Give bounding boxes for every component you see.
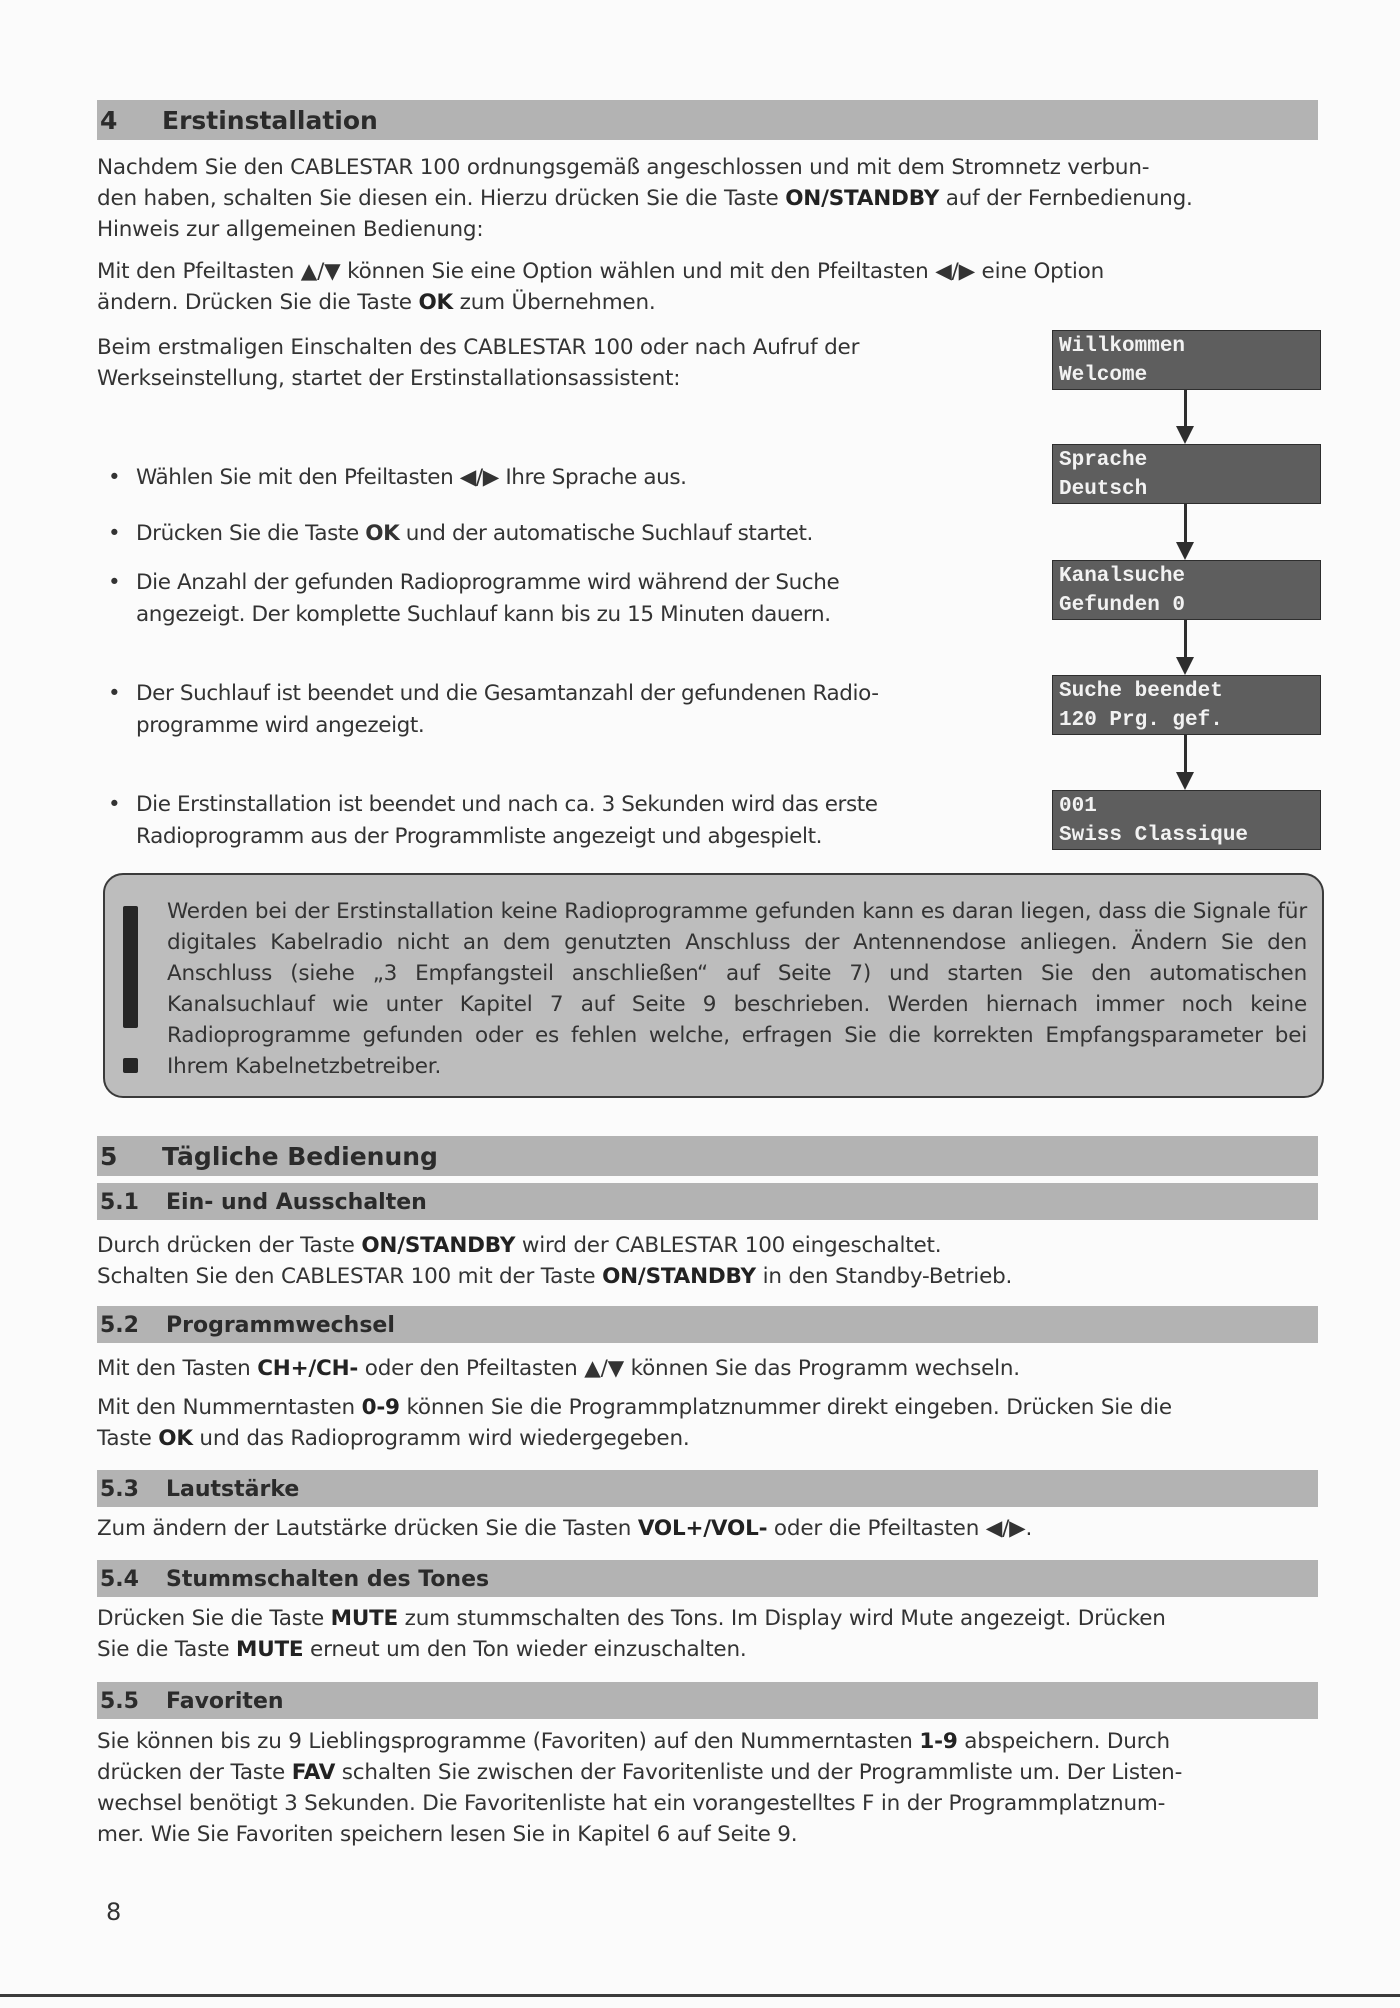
section-number: 4 xyxy=(100,106,118,135)
section-heading-5 xyxy=(97,1136,1318,1176)
section-number: 5.2 xyxy=(100,1313,139,1338)
section-number: 5 xyxy=(100,1142,118,1171)
section-heading-4 xyxy=(97,100,1318,140)
lcd-screen-search-finished: Suche beendet 120 Prg. gef. xyxy=(1052,675,1321,735)
warning-text: Werden bei der Erstinstallation keine Radioprogramme gefunden kann es daran liegen, dass die Signale für digitales Kabelradio nicht an dem genutzten Anschluss der Antennendose anliegen. Ändern Sie den Anschluss (siehe „3 Empfangsteil anschließen“ auf Seite 7) und starten Sie den automatischen Kanalsuchlauf wie unter Kapitel 7 auf Seite 9 beschrieben. Werden hiernach immer noch keine Radioprogramme gefunden oder es fehlen welche, erfragen Sie die korrekten Empfangsparameter bei Ihrem Kabelnetzbetreiber. xyxy=(167,899,1307,1079)
s52-line-2: Mit den Nummerntasten 0-9 können Sie die Programmplatznummer direkt eingeben. Drücken Sie die xyxy=(97,1395,1172,1420)
wizard-intro-line-1: Beim erstmaligen Einschalten des CABLESTAR 100 oder nach Aufruf der xyxy=(97,335,860,360)
section-title: Stummschalten des Tones xyxy=(166,1567,490,1592)
nav-line-2: ändern. Drücken Sie die Taste OK zum Übernehmen. xyxy=(97,290,656,315)
section-number: 5.5 xyxy=(100,1689,139,1714)
key-on-standby: ON/STANDBY xyxy=(602,1264,756,1289)
exclamation-dot-icon xyxy=(123,1058,138,1073)
s55-line-1: Sie können bis zu 9 Lieblingsprogramme (Favoriten) auf den Nummerntasten 1-9 abspeichern. Durch xyxy=(97,1729,1170,1754)
lcd-screen-welcome: Willkommen Welcome xyxy=(1052,330,1321,390)
s55-line-4: mer. Wie Sie Favoriten speichern lesen Sie in Kapitel 6 auf Seite 9. xyxy=(97,1822,798,1847)
key-on-standby: ON/STANDBY xyxy=(361,1233,516,1258)
bullet-icon: • xyxy=(108,570,121,595)
key-mute: MUTE xyxy=(330,1606,399,1631)
left-right-arrows-icon: ◀/▶ xyxy=(985,1516,1026,1541)
key-fav: FAV xyxy=(291,1760,336,1785)
key-on-standby: ON/STANDBY xyxy=(785,186,940,211)
s55-line-2: drücken der Taste FAV schalten Sie zwischen der Favoritenliste und der Programmliste um. Der Listen- xyxy=(97,1760,1183,1785)
up-down-arrows-icon: ▲/▼ xyxy=(584,1356,624,1381)
key-ok: OK xyxy=(418,290,454,315)
left-right-arrows-icon: ◀/▶ xyxy=(459,465,499,490)
section-heading-5-5 xyxy=(97,1682,1318,1719)
s52-line-1: Mit den Tasten CH+/CH- oder den Pfeiltasten ▲/▼ können Sie das Programm wechseln. xyxy=(97,1356,1020,1381)
section-number: 5.3 xyxy=(100,1477,139,1502)
bullet-icon: • xyxy=(108,521,121,546)
up-down-arrows-icon: ▲/▼ xyxy=(300,259,341,284)
key-ok: OK xyxy=(158,1426,193,1451)
s52-line-3: Taste OK und das Radioprogramm wird wiedergegeben. xyxy=(97,1426,690,1451)
lcd-screen-first-program: 001 Swiss Classique xyxy=(1052,790,1321,850)
s51-line-2: Schalten Sie den CABLESTAR 100 mit der Taste ON/STANDBY in den Standby-Betrieb. xyxy=(97,1264,1013,1289)
lcd-screen-channel-search: Kanalsuche Gefunden 0 xyxy=(1052,560,1321,620)
section-title: Tägliche Bedienung xyxy=(162,1142,438,1171)
s54-line-1: Drücken Sie die Taste MUTE zum stummschalten des Tons. Im Display wird Mute angezeigt. Drücken xyxy=(97,1606,1166,1631)
section-title: Lautstärke xyxy=(166,1477,300,1502)
key-number: 0-9 xyxy=(361,1395,400,1420)
section-number: 5.4 xyxy=(100,1567,139,1592)
intro-line-3: Hinweis zur allgemeinen Bedienung: xyxy=(97,217,484,242)
exclamation-icon xyxy=(123,906,138,1028)
section-heading-5-3 xyxy=(97,1470,1318,1507)
section-number: 5.1 xyxy=(100,1190,139,1215)
s51-line-1: Durch drücken der Taste ON/STANDBY wird der CABLESTAR 100 eingeschaltet. xyxy=(97,1233,942,1258)
bullet-icon: • xyxy=(108,681,121,706)
bullet-icon: • xyxy=(108,792,121,817)
lcd-screen-language: Sprache Deutsch xyxy=(1052,444,1321,504)
footer-divider xyxy=(0,1994,1400,1997)
intro-line-1: Nachdem Sie den CABLESTAR 100 ordnungsgemäß angeschlossen und mit dem Stromnetz verbun- xyxy=(97,155,1150,180)
s54-line-2: Sie die Taste MUTE erneut um den Ton wieder einzuschalten. xyxy=(97,1637,747,1662)
section-title: Ein- und Ausschalten xyxy=(166,1190,427,1215)
key-vol: VOL+/VOL- xyxy=(637,1516,768,1541)
key-mute: MUTE xyxy=(236,1637,304,1662)
bullet-icon: • xyxy=(108,465,121,490)
key-ok: OK xyxy=(365,521,400,546)
key-ch: CH+/CH- xyxy=(257,1356,359,1381)
nav-line-1: Mit den Pfeiltasten ▲/▼ können Sie eine Option wählen und mit den Pfeiltasten ◀/▶ eine Option xyxy=(97,259,1104,284)
page-number: 8 xyxy=(106,1898,122,1926)
warning-box xyxy=(103,873,1324,1098)
section-title: Programmwechsel xyxy=(166,1313,395,1338)
intro-line-2: den haben, schalten Sie diesen ein. Hierzu drücken Sie die Taste ON/STANDBY auf der Fernbedienung. xyxy=(97,186,1193,211)
section-title: Erstinstallation xyxy=(162,106,378,135)
section-title: Favoriten xyxy=(166,1689,284,1714)
left-right-arrows-icon: ◀/▶ xyxy=(935,259,975,284)
s53-line-1: Zum ändern der Lautstärke drücken Sie die Tasten VOL+/VOL- oder die Pfeiltasten ◀/▶. xyxy=(97,1516,1033,1541)
s55-line-3: wechsel benötigt 3 Sekunden. Die Favoritenliste hat ein vorangestelltes F in der Programmplatznum- xyxy=(97,1791,1166,1816)
wizard-intro-line-2: Werkseinstellung, startet der Erstinstallationsassistent: xyxy=(97,366,681,391)
section-heading-5-4 xyxy=(97,1560,1318,1597)
section-heading-5-1 xyxy=(97,1183,1318,1220)
key-number: 1-9 xyxy=(919,1729,958,1754)
section-heading-5-2 xyxy=(97,1306,1318,1343)
